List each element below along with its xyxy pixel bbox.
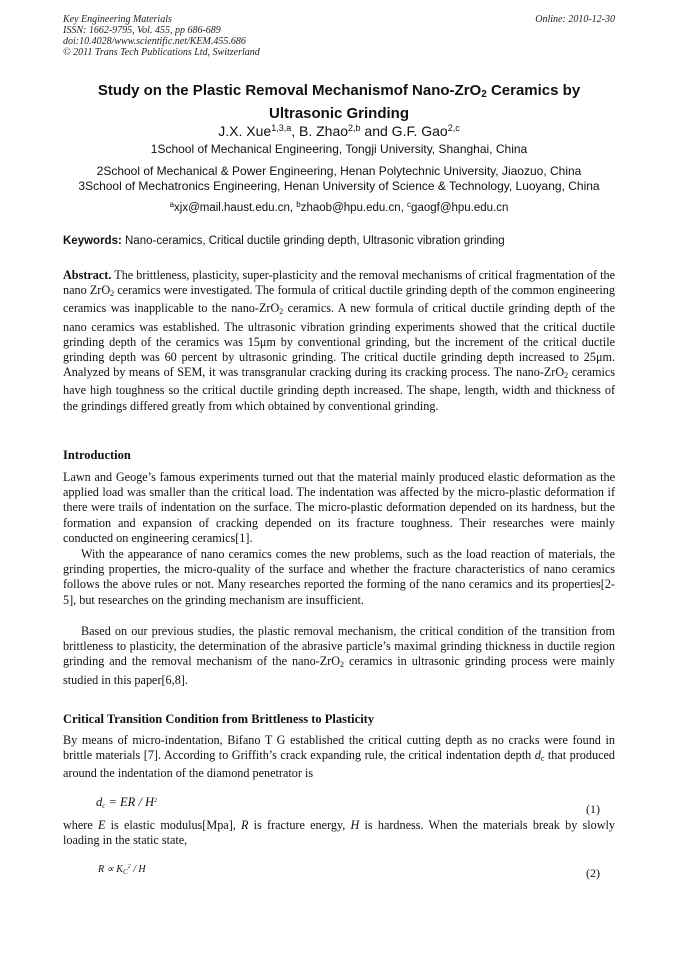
title-subscript: 2 — [481, 89, 487, 100]
eq2-rest: / H — [130, 864, 146, 875]
s2-p2-text-3: is fracture energy, — [248, 818, 351, 832]
abstract-text-1: The brittleness, plasticity, super-plasticity and the removal mechanisms of critical fragmentation of the nano ZrO — [63, 268, 615, 298]
abstract-label: Abstract. — [63, 268, 112, 282]
author-3-sup: 2,c — [447, 123, 460, 133]
section2-paragraph-2 — [63, 818, 615, 848]
email-a-sup: a — [169, 200, 175, 209]
abstract-sub-2: 2 — [279, 307, 284, 317]
keywords-text: Nano-ceramics, Critical ductile grinding depth, Ultrasonic vibration grinding — [121, 235, 505, 247]
intro-p3-sub: 2 — [340, 660, 345, 670]
abstract-sub-3: 2 — [564, 371, 569, 381]
email-b-sup: b — [296, 200, 301, 209]
author-2: , B. Zhao — [291, 123, 349, 139]
eq1-lhs: d — [96, 795, 103, 809]
affiliation-3: 3School of Mechatronics Engineering, Henan University of Science & Technology, Luoyang, China — [78, 179, 600, 193]
email-b[interactable]: zhaob@hpu.edu.cn, — [300, 202, 408, 214]
section2-paragraph-1 — [63, 733, 615, 782]
s2-p2-text-1: where — [63, 818, 98, 832]
s2-p1-var: d — [534, 748, 541, 763]
eq2-k-sub: C — [122, 868, 128, 876]
email-c[interactable]: gaogf@hpu.edu.cn — [411, 202, 509, 214]
s2-p2-var-h: H — [350, 818, 360, 832]
s2-p1-var-sub: c — [540, 754, 545, 764]
title-line-2: Ultrasonic Grinding — [268, 105, 409, 122]
issn: ISSN: 1662-9795, Vol. 455, pp 686-689 — [63, 25, 221, 36]
abstract-text-3: ceramics. A new formula of critical ductile grinding depth of the nano ceramics was established. The ultrasonic vibration grinding experiments showed that the critical ductile grinding depth of the ceramics was 15μm by conventional grinding, but the increment of the critical ductile grinding depth was 60 percent by ultrasonic grinding. The critical ductile grinding depth increased to 25μm. Analyzed by means of SEM, it was transgranular cracking during its cracking process. The nano-ZrO — [63, 301, 615, 380]
abstract — [63, 268, 615, 414]
eq1-rhs-sup: 2 — [154, 798, 158, 804]
keywords-label: Keywords: — [63, 235, 122, 247]
keywords — [63, 235, 505, 247]
intro-p3-text-2: ceramics in ultrasonic grinding process were mainly studied in this paper[6,8]. — [63, 654, 615, 687]
s2-p2-text-2: is elastic modulus[Mpa], — [105, 818, 242, 832]
s2-p2-var-e: E — [97, 818, 106, 832]
affiliation-2: 2School of Mechanical & Power Engineering, Henan Polytechnic University, Jiaozuo, China — [96, 164, 582, 178]
eq2-k-sup: 2 — [127, 864, 131, 870]
author-1: J.X. Xue — [218, 123, 272, 139]
author-emails — [0, 200, 678, 214]
s2-p1-text-2: that produced around the indentation of the diamond penetrator is — [63, 748, 616, 781]
doi[interactable]: doi:10.4028/www.scientific.net/KEM.455.686 — [63, 36, 246, 47]
s2-p2-text-4: is hardness. When the materials break by slowly loading in the static state, — [63, 818, 615, 848]
intro-paragraph-1: Lawn and Geoge’s famous experiments turned out that the material mainly produced elastic deformation as the applied load was smaller than the critical load. The indentation was affected by the micro-plastic deformation if there were trails of indentation on the surface. The micro-plastic deformation depended on its hardness, but the formation and expansion of cracking depended on its fracture toughness. Their researches were mainly conducted on engineering ceramics[1]. — [63, 470, 615, 545]
copyright: © 2011 Trans Tech Publications Ltd, Switzerland — [63, 47, 260, 58]
s2-p1-text-1: By means of micro-indentation, Bifano T G established the critical cutting depth as no cracks were found in brittle materials [7]. According to Griffith’s crack expanding rule, the critical indentation depth — [63, 733, 615, 763]
title-text: Study on the Plastic Removal Mechanismof Nano-ZrO — [97, 82, 482, 99]
author-list — [0, 123, 678, 139]
equation-2-number: (2) — [586, 866, 600, 880]
intro-paragraph-2: With the appearance of nano ceramics comes the new problems, such as the load reaction of materials, the grinding properties, the micro-quality of the surface and whether the fracture characteristics of nano ceramics follows the above rules or not. Many researches reported the forming of the nano ceramics and its properties[2-5], but researches on the grinding mechanism are insufficient. — [63, 547, 615, 607]
title-text-2: Ceramics by — [486, 82, 581, 99]
eq2-k: K — [116, 864, 123, 875]
eq2-proportional: ∝ — [104, 864, 117, 875]
eq1-rhs: = ER / H — [105, 795, 155, 809]
author-3: and G.F. Gao — [360, 123, 448, 139]
equation-1-number: (1) — [586, 802, 600, 816]
abstract-text-2: ceramics were investigated. The formula of critical ductile grinding depth of the common engineering ceramics was inapplicable to the nano-ZrO — [63, 283, 615, 316]
eq2-lhs: R — [98, 864, 105, 875]
eq1-lhs-sub: c — [102, 802, 106, 810]
s2-p2-var-r: R — [241, 818, 249, 832]
equation-1 — [96, 795, 157, 810]
author-2-sup: 2,b — [348, 123, 361, 133]
author-1-sup: 1,3,a — [271, 123, 292, 133]
email-c-sup: c — [407, 200, 412, 209]
journal-meta — [63, 14, 260, 58]
email-a[interactable]: xjx@mail.haust.edu.cn, — [174, 202, 297, 214]
affiliation-1: 1School of Mechanical Engineering, Tongji University, Shanghai, China — [150, 142, 528, 156]
online-date: Online: 2010-12-30 — [535, 14, 615, 25]
intro-p3-text-1: Based on our previous studies, the plastic removal mechanism, the critical condition of the transition from brittleness to plasticity, the determination of the abrasive particle’s maximal grinding thickness in ductile region grinding and the removal mechanism of the nano-ZrO — [63, 624, 615, 669]
intro-paragraph-3 — [63, 624, 615, 688]
journal-name: Key Engineering Materials — [63, 14, 172, 25]
paper-title — [70, 81, 608, 123]
section-heading-introduction: Introduction — [63, 448, 131, 462]
section-heading-critical-transition: Critical Transition Condition from Brittleness to Plasticity — [63, 712, 375, 726]
abstract-text-4: ceramics have high toughness so the critical ductile grinding depth increased. The shape, length, width and thickness of the grindings differed greatly from which obtained by conventional grinding. — [63, 365, 615, 413]
abstract-sub-1: 2 — [110, 289, 115, 299]
equation-2 — [98, 864, 146, 876]
